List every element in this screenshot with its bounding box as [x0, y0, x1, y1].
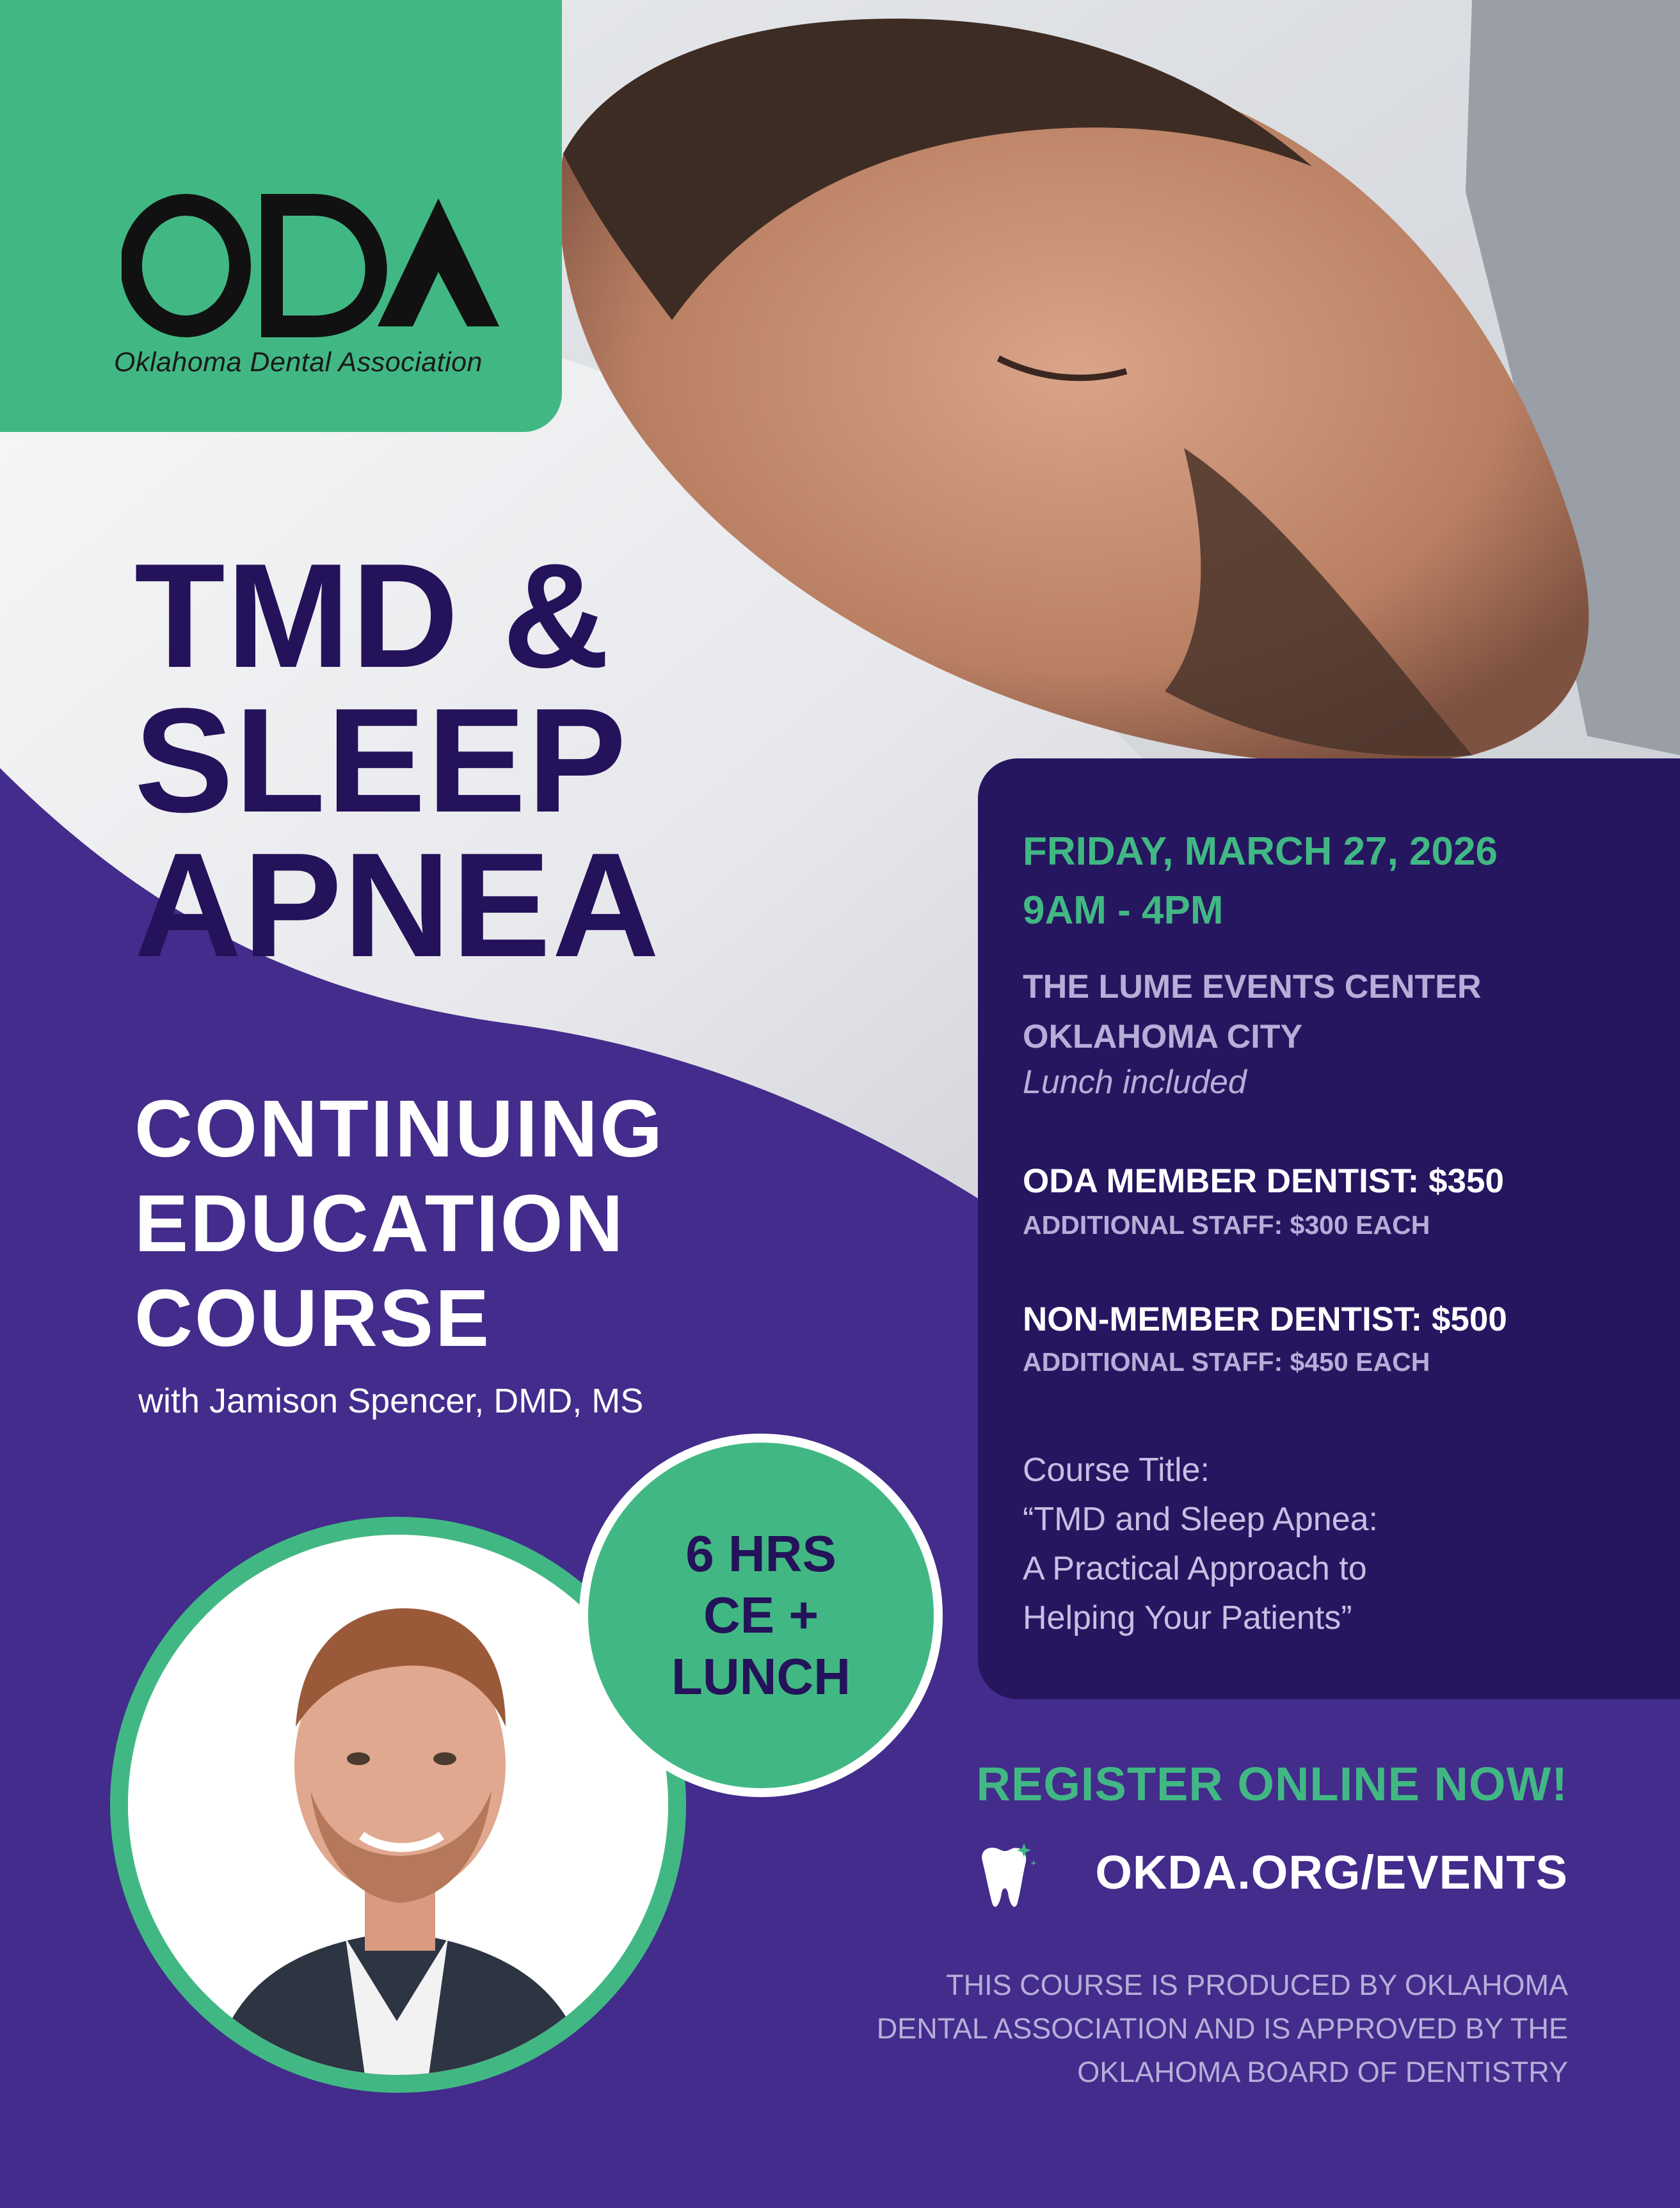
- badge-line: CE +: [703, 1587, 819, 1644]
- badge-line: LUNCH: [671, 1648, 851, 1705]
- event-time: 9AM - 4PM: [1023, 888, 1224, 932]
- oda-logo: [122, 186, 506, 339]
- course-type-line: CONTINUING: [134, 1084, 664, 1174]
- venue-name: THE LUME EVENTS CENTER: [1023, 968, 1482, 1005]
- info-panel: [978, 758, 1680, 1699]
- nonmember-price: NON-MEMBER DENTIST: $500: [1023, 1300, 1507, 1338]
- venue-city: OKLAHOMA CITY: [1023, 1018, 1303, 1055]
- event-venue: [1023, 962, 1482, 1062]
- course-title-line: Helping Your Patients”: [1023, 1599, 1352, 1636]
- headline-line: SLEEP: [134, 678, 628, 844]
- course-type-line: COURSE: [134, 1273, 492, 1363]
- nonmember-staff-price: ADDITIONAL STAFF: $450 EACH: [1023, 1347, 1430, 1377]
- approval-disclaimer: [877, 1964, 1568, 2094]
- register-cta: REGISTER ONLINE NOW!: [976, 1757, 1568, 1811]
- event-date: FRIDAY, MARCH 27, 2026: [1023, 829, 1498, 874]
- event-datetime: [1023, 822, 1498, 940]
- event-url-link[interactable]: OKDA.ORG/EVENTS: [1095, 1846, 1568, 1899]
- headline: [134, 533, 661, 988]
- headline-line: TMD &: [134, 533, 611, 699]
- badge-line: 6 HRS: [685, 1525, 836, 1582]
- disclaimer-line: DENTAL ASSOCIATION AND IS APPROVED BY THE: [876, 2012, 1568, 2045]
- member-price: ODA MEMBER DENTIST: $350: [1023, 1162, 1504, 1200]
- headline-line: APNEA: [134, 822, 661, 988]
- tooth-sparkle-icon: [973, 1842, 1037, 1912]
- logo-subtitle: Oklahoma Dental Association: [114, 347, 483, 378]
- member-staff-price: ADDITIONAL STAFF: $300 EACH: [1023, 1210, 1430, 1240]
- course-title-label: Course Title:: [1023, 1452, 1210, 1489]
- disclaimer-line: OKLAHOMA BOARD OF DENTISTRY: [1077, 2056, 1568, 2088]
- disclaimer-line: THIS COURSE IS PRODUCED BY OKLAHOMA: [946, 1969, 1568, 2001]
- logo-panel: [0, 0, 562, 432]
- course-type-line: EDUCATION: [134, 1178, 625, 1268]
- ce-hours-badge: [579, 1434, 943, 1797]
- course-type: [134, 1082, 664, 1366]
- course-title-line: A Practical Approach to: [1023, 1550, 1367, 1587]
- course-title: [1023, 1446, 1378, 1643]
- lunch-note: Lunch included: [1023, 1064, 1247, 1101]
- course-title-line: “TMD and Sleep Apnea:: [1023, 1501, 1378, 1538]
- presenter: with Jamison Spencer, DMD, MS: [138, 1382, 644, 1420]
